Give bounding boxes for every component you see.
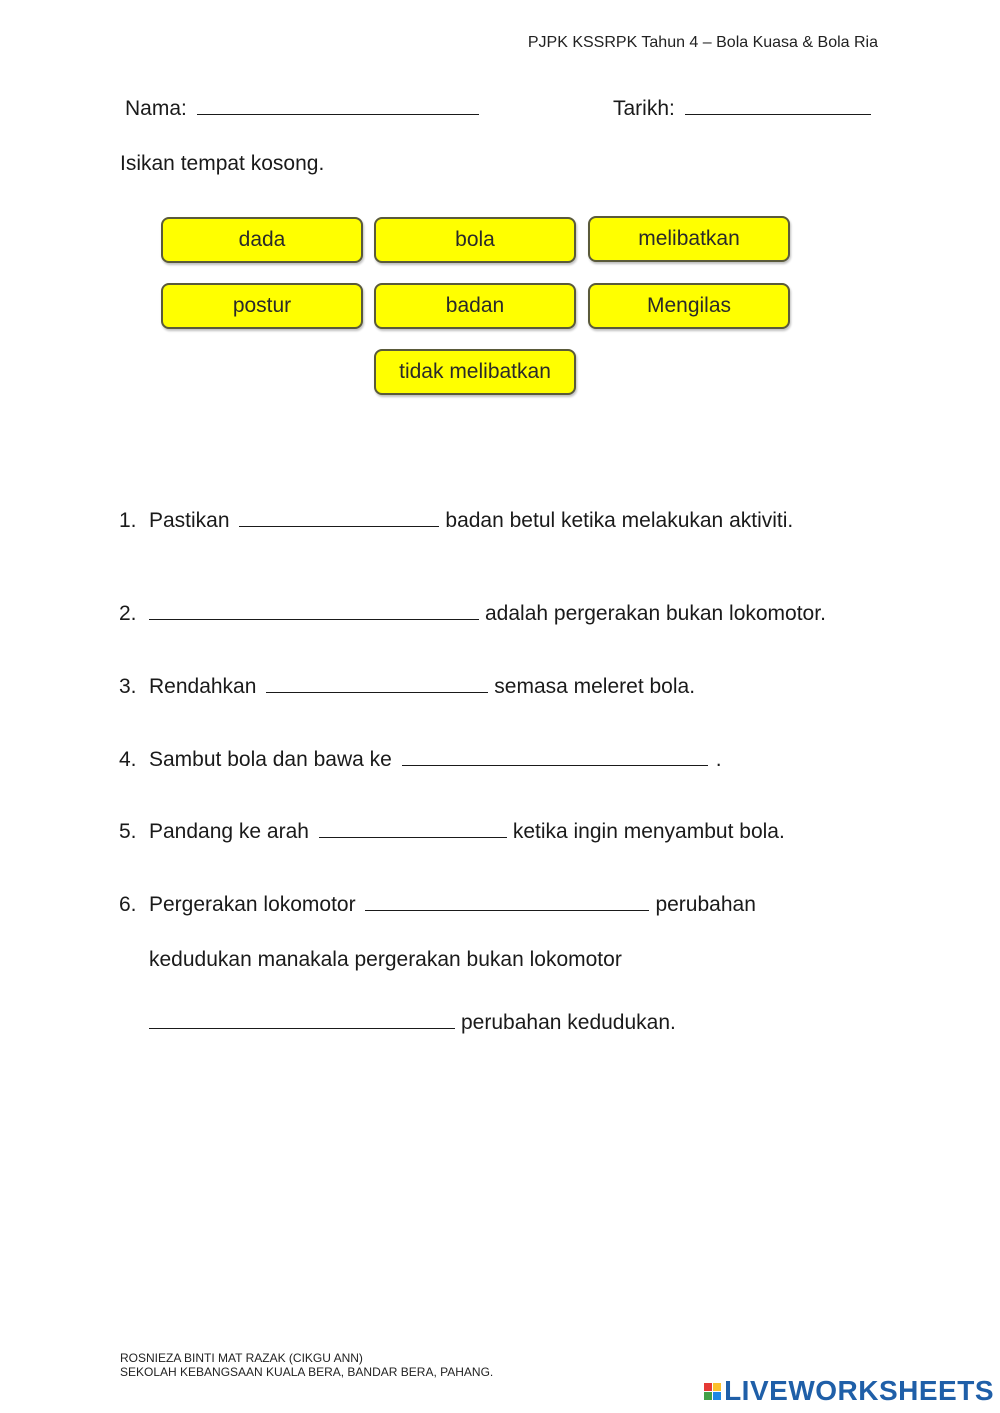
logo-square-l <box>704 1383 712 1391</box>
answer-blank-2[interactable] <box>149 597 479 620</box>
question-text-before: Rendahkan <box>149 675 257 698</box>
word-chip-dada[interactable]: dada <box>161 217 363 263</box>
answer-blank-1[interactable] <box>239 504 439 527</box>
header-title: PJPK KSSRPK Tahun 4 – Bola Kuasa & Bola Ria <box>527 34 878 51</box>
date-field <box>613 92 871 121</box>
question-number: 5. <box>119 820 137 843</box>
answer-blank-6b[interactable] <box>149 1006 455 1029</box>
word-chip-mengilas[interactable]: Mengilas <box>588 283 790 329</box>
question-number: 6. <box>119 893 137 916</box>
question-4 <box>119 743 722 773</box>
question-6-line-2: kedudukan manakala pergerakan bukan lokomotor <box>149 948 622 971</box>
word-chip-bola[interactable]: bola <box>374 217 576 263</box>
answer-blank-5[interactable] <box>319 815 507 838</box>
logo-square-e <box>713 1392 721 1400</box>
liveworksheets-logo-icon <box>704 1383 721 1400</box>
logo-square-i <box>713 1383 721 1391</box>
question-2 <box>119 597 826 627</box>
question-6-line-3 <box>149 1006 676 1036</box>
question-text-after: semasa meleret bola. <box>494 675 696 698</box>
word-chip-postur[interactable]: postur <box>161 283 363 329</box>
question-text-after: perubahan <box>655 893 756 916</box>
footer-school: SEKOLAH KEBANGSAAN KUALA BERA, BANDAR BERA, PAHANG. <box>120 1365 494 1379</box>
question-text-after: adalah pergerakan bukan lokomotor. <box>485 602 826 625</box>
brand-text: LIVEWORKSHEETS <box>724 1375 994 1406</box>
name-field <box>125 92 479 121</box>
liveworksheets-brand <box>704 1375 994 1407</box>
question-3 <box>119 670 695 700</box>
date-input[interactable] <box>685 92 871 115</box>
question-text-before: Pergerakan lokomotor <box>149 893 356 916</box>
answer-blank-3[interactable] <box>266 670 488 693</box>
question-number: 4. <box>119 748 137 771</box>
name-input[interactable] <box>197 92 479 115</box>
word-chip-tidak-melibatkan[interactable]: tidak melibatkan <box>374 349 576 395</box>
question-6 <box>119 888 756 918</box>
answer-blank-4[interactable] <box>402 743 708 766</box>
word-chip-badan[interactable]: badan <box>374 283 576 329</box>
question-text-after: badan betul ketika melakukan aktiviti. <box>445 509 794 532</box>
question-number: 3. <box>119 675 137 698</box>
name-label: Nama: <box>125 97 187 120</box>
instruction: Isikan tempat kosong. <box>120 152 325 175</box>
question-1 <box>119 504 793 534</box>
question-number: 1. <box>119 509 137 532</box>
question-text-before: Pandang ke arah <box>149 820 309 843</box>
date-label: Tarikh: <box>613 97 675 120</box>
question-text-before: Pastikan <box>149 509 230 532</box>
question-5 <box>119 815 785 845</box>
logo-square-v <box>704 1392 712 1400</box>
question-text-after: ketika ingin menyambut bola. <box>512 820 785 843</box>
question-text-after: . <box>715 748 722 771</box>
question-text-before: Sambut bola dan bawa ke <box>149 748 392 771</box>
question-number: 2. <box>119 602 137 625</box>
answer-blank-6a[interactable] <box>365 888 649 911</box>
footer-author: ROSNIEZA BINTI MAT RAZAK (CIKGU ANN) <box>120 1351 363 1365</box>
question-text-after: perubahan kedudukan. <box>461 1011 676 1034</box>
word-chip-melibatkan[interactable]: melibatkan <box>588 216 790 262</box>
